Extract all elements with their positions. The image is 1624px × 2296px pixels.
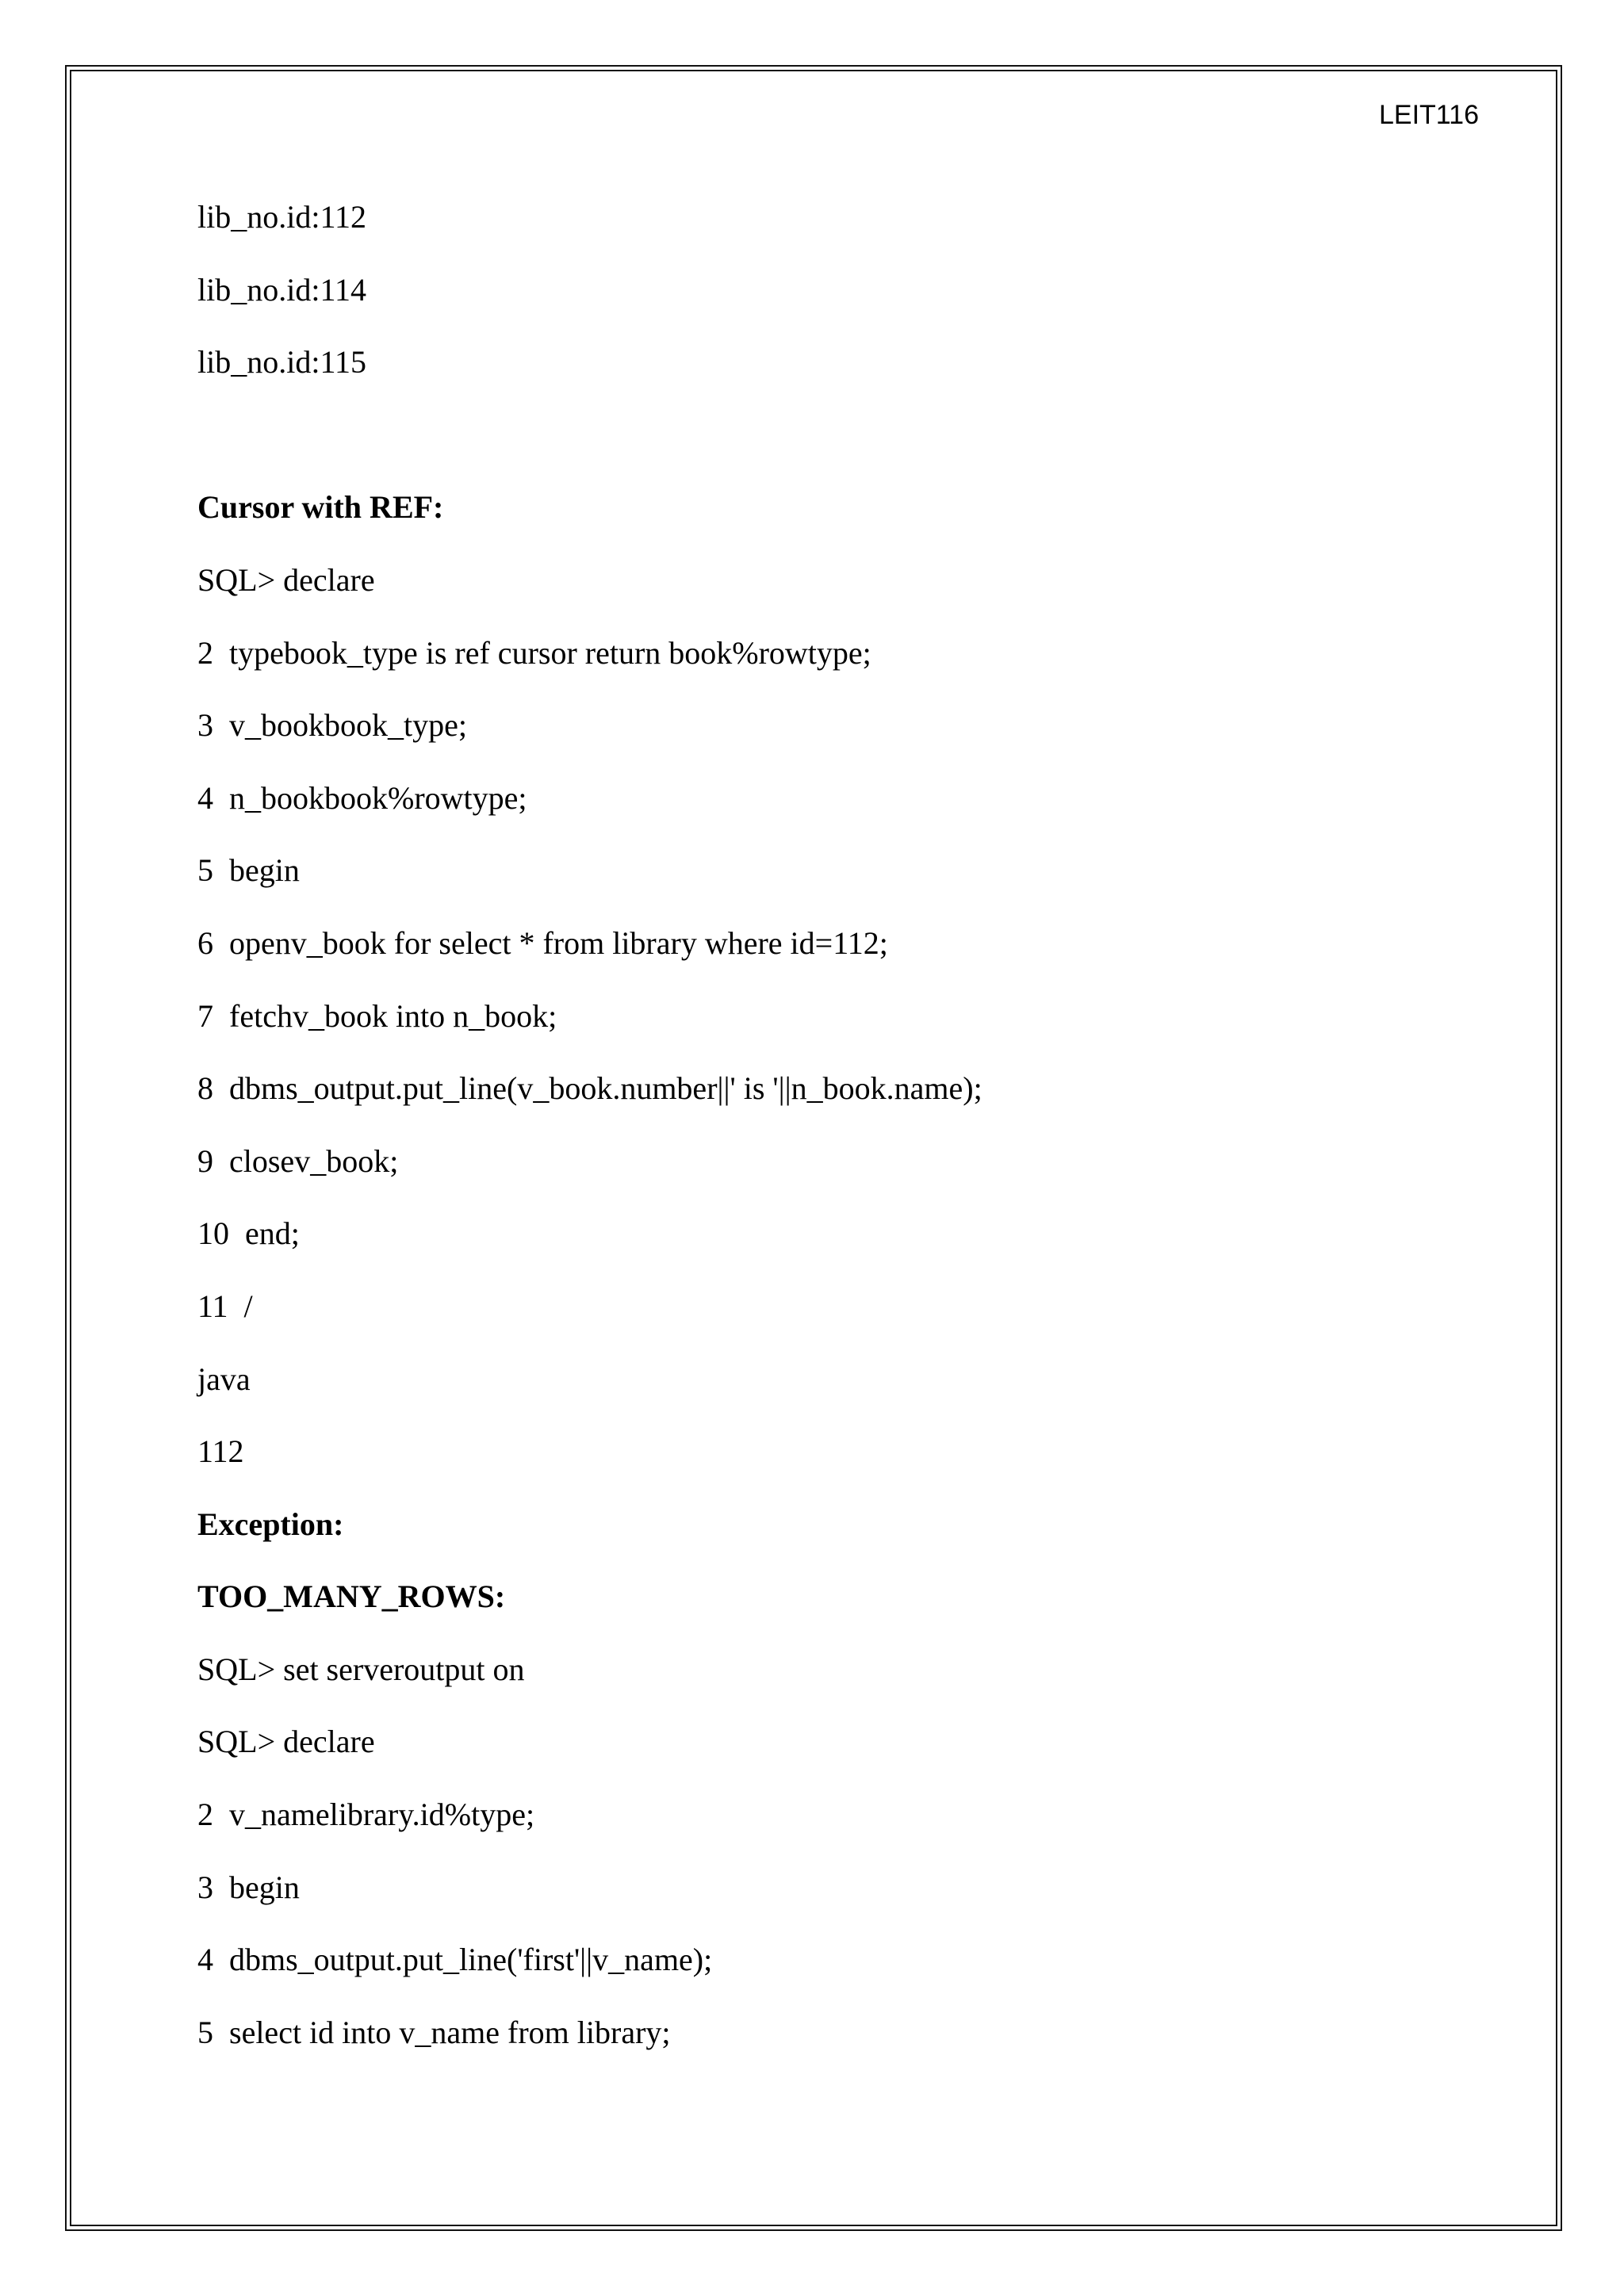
- code-line: 6 openv_book for select * from library where id=112;: [197, 924, 888, 961]
- code-line: SQL> set serveroutput on: [197, 1651, 525, 1687]
- code-line: 2 v_namelibrary.id%type;: [197, 1797, 535, 1833]
- code-line: lib_no.id:115: [197, 344, 366, 381]
- code-line: 9 closev_book;: [197, 1142, 399, 1179]
- code-line: 112: [197, 1433, 244, 1470]
- code-line: 4 dbms_output.put_line('first'||v_name);: [197, 1942, 713, 1978]
- code-line: SQL> declare: [197, 561, 375, 598]
- code-line: 4 n_bookbook%rowtype;: [197, 779, 527, 816]
- code-line: 10 end;: [197, 1215, 300, 1252]
- code-line: 5 select id into v_name from library;: [197, 2014, 671, 2050]
- section-heading: TOO_MANY_ROWS:: [197, 1578, 506, 1615]
- code-line: lib_no.id:112: [197, 199, 366, 235]
- code-line: 2 typebook_type is ref cursor return book%rowtype;: [197, 634, 871, 671]
- code-line: 5 begin: [197, 852, 300, 889]
- code-line: 11 /: [197, 1288, 253, 1324]
- code-line: SQL> declare: [197, 1724, 375, 1760]
- blank-line: [197, 411, 1506, 484]
- code-line: 8 dbms_output.put_line(v_book.number||' is '||n_book.name);: [197, 1070, 982, 1107]
- section-heading: Cursor with REF:: [197, 489, 444, 526]
- code-line: java: [197, 1360, 251, 1397]
- code-line: 7 fetchv_book into n_book;: [197, 997, 557, 1034]
- page-header-code: LEIT116: [1378, 100, 1479, 130]
- code-line: lib_no.id:114: [197, 271, 366, 308]
- code-line: 3 v_bookbook_type;: [197, 707, 467, 744]
- code-line: 3 begin: [197, 1869, 300, 1905]
- document-body: [197, 193, 1506, 2081]
- section-heading: Exception:: [197, 1506, 344, 1542]
